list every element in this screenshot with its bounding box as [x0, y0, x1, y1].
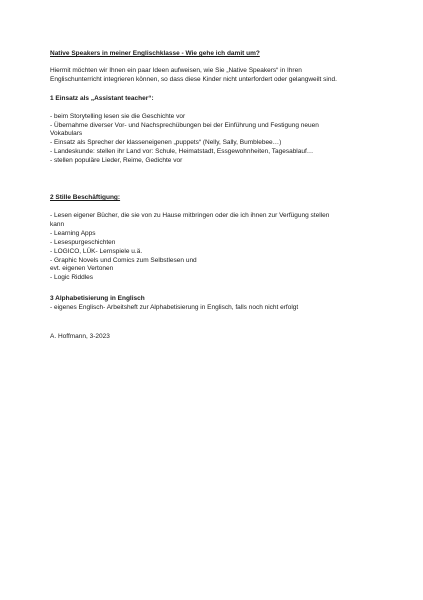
section-assistant-teacher [50, 95, 390, 166]
section-heading: 3 Alphabetisierung in Englisch [50, 295, 145, 303]
list-item: - stellen populäre Lieder, Reime, Gedichte vor [50, 157, 183, 165]
list-item: - beim Storytelling lesen sie die Geschichte vor [50, 112, 186, 120]
intro-line: Hiermit möchten wir Ihnen ein paar Ideen aufweisen, wie Sie „Native Speakers“ in Ihren [50, 66, 302, 74]
author-signature-line: A. Hoffmann, 3-2023 [50, 333, 110, 341]
list-item: - LOGICO, LÜK- Lernspiele u.ä. [50, 247, 143, 255]
list-item: - Landeskunde: stellen ihr Land vor: Schule, Heimatstadt, Essgewohnheiten, Tagesablauf… [50, 148, 314, 156]
section-alphabetisierung [50, 295, 390, 313]
list-item: - Learning Apps [50, 229, 96, 237]
document-title: Native Speakers in meiner Englischklasse - Wie gehe ich damit um? [50, 50, 260, 57]
section-heading: 2 Stille Beschäftigung: [50, 194, 121, 202]
document-content [50, 50, 390, 342]
list-item: - eigenes Englisch- Arbeitsheft zur Alphabetisierung in Englisch, falls noch nicht erfolgt [50, 304, 299, 312]
list-item: - Graphic Novels und Comics zum Selbstlesen und [50, 256, 197, 264]
list-item: - Übernahme diverser Vor- und Nachsprechübungen bei der Einführung und Festigung neuen [50, 121, 319, 129]
list-item: kann [50, 220, 65, 228]
list-item: - Lesespurgeschichten [50, 238, 116, 246]
list-item: Vokabulars [50, 130, 83, 138]
section-heading: 1 Einsatz als „Assistant teacher“: [50, 94, 154, 102]
intro-paragraph [50, 67, 390, 85]
section-stille-beschaeftigung [50, 194, 390, 283]
list-item: evt. eigenen Vertonen [50, 265, 114, 273]
intro-line: Englischunterricht integrieren können, so dass diese Kinder nicht unterfordert oder gelangweilt sind. [50, 75, 337, 83]
list-item: - Logic Riddles [50, 274, 93, 282]
list-item: - Lesen eigener Bücher, die sie von zu Hause mitbringen oder die ich ihnen zur Verfügung stellen [50, 211, 330, 219]
list-item: - Einsatz als Sprecher der klasseneigenen „puppets“ (Nelly, Sally, Bumblebee…) [50, 139, 282, 147]
